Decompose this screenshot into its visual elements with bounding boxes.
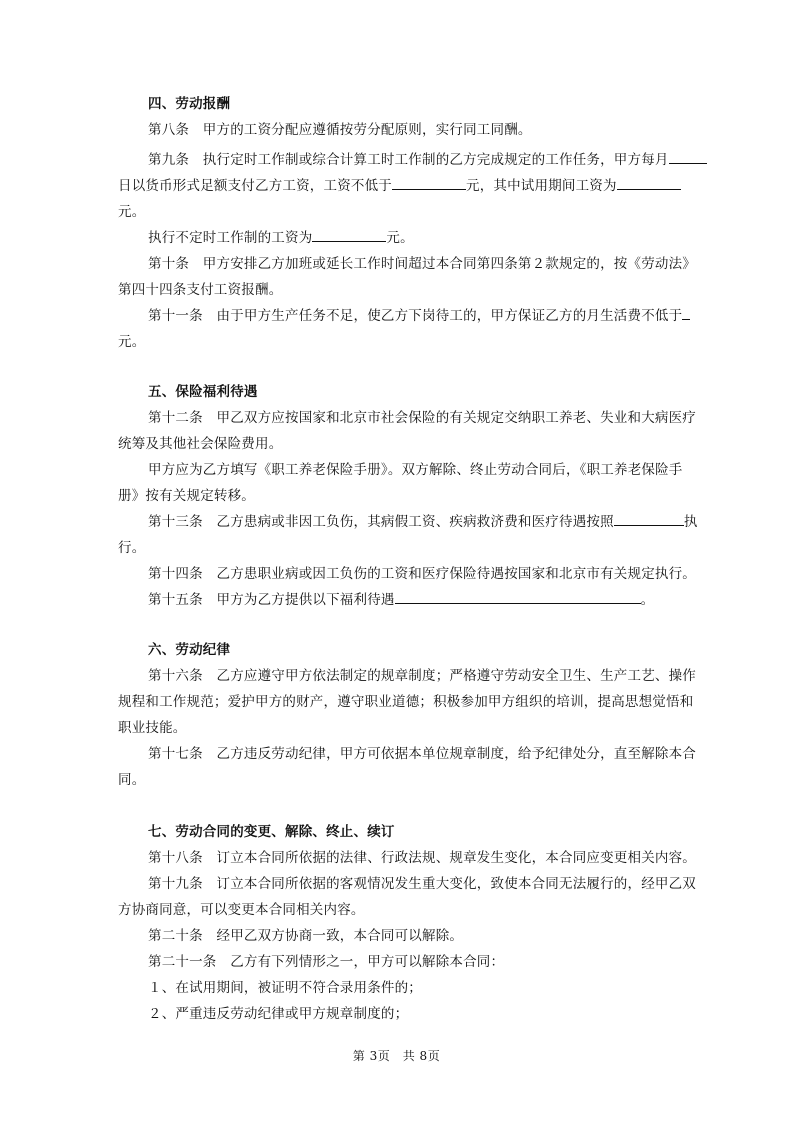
section-heading-remuneration: 四、劳动报酬: [148, 96, 231, 112]
article-15: [148, 590, 678, 610]
article-10-line-1: 第十条 甲方安排乙方加班或延长工作时间超过本合同第四条第２款规定的，按《劳动法》: [148, 256, 696, 272]
article-9-line-3: 元。: [118, 204, 146, 220]
article-9-text-4a: 执行不定时工作制的工资为: [148, 230, 313, 246]
article-19-line-1: 第十九条 订立本合同所依据的客观情况发生重大变化，致使本合同无法履行的，经甲乙双: [148, 876, 696, 892]
article-11-line-1: [148, 306, 683, 326]
article-13-line-1: [148, 512, 698, 532]
article-15-period: 。: [640, 592, 655, 608]
article-13-text-end: 执: [683, 514, 698, 530]
article-21: 第二十一条 乙方有下列情形之一，甲方可以解除本合同：: [148, 954, 505, 970]
article-12-line-2: 统筹及其他社会保险费用。: [118, 436, 283, 452]
article-12-line-1: 第十二条 甲乙双方应按国家和北京市社会保险的有关规定交纳职工养老、失业和大病医疗: [148, 410, 696, 426]
article-12-line-4: 册》按有关规定转移。: [118, 488, 255, 504]
article-12-line-3: 甲方应为乙方填写《职工养老保险手册》。双方解除、终止劳动合同后，《职工养老保险手: [148, 462, 683, 478]
article-9-text-4b: 元。: [386, 230, 414, 246]
article-20: 第二十条 经甲乙双方协商一致，本合同可以解除。: [148, 928, 464, 944]
article-13-line-2: 行。: [118, 540, 146, 556]
article-17-line-2: 同。: [118, 772, 146, 788]
article-16-line-3: 职业技能。: [118, 720, 187, 736]
article-15-text: 第十五条 甲方为乙方提供以下福利待遇: [148, 592, 395, 608]
blank-welfare-benefits: [395, 590, 641, 604]
article-9-text-2a: 日以货币形式足额支付乙方工资，工资不低于: [118, 178, 392, 194]
article-14: 第十四条 乙方患职业病或因工负伤的工资和医疗保险待遇按国家和北京市有关规定执行。: [148, 566, 696, 582]
article-9-text: 第九条 执行定时工作制或综合计算工时工作制的乙方完成规定的工作任务，甲方每月: [148, 152, 669, 168]
article-8: 第八条 甲方的工资分配应遵循按劳分配原则，实行同工同酬。: [148, 122, 532, 138]
section-heading-discipline: 六、劳动纪律: [148, 642, 231, 658]
blank-pay-day: [669, 150, 707, 164]
page-footer: 第 3页 共 8页: [352, 1049, 441, 1063]
article-17-line-1: 第十七条 乙方违反劳动纪律，甲方可依据本单位规章制度，给予纪律处分，直至解除本合: [148, 746, 696, 762]
article-19-line-2: 方协商同意，可以变更本合同相关内容。: [118, 902, 365, 918]
article-16-line-2: 规程和工作规范；爱护甲方的财产，遵守职业道德；积极参加甲方组织的培训，提高思想觉悟和: [118, 694, 694, 710]
list-item-1: １、在试用期间，被证明不符合录用条件的；: [148, 980, 422, 996]
blank-min-wage: [392, 176, 466, 190]
article-10-line-2: 第四十四条支付工资报酬。: [118, 282, 283, 298]
article-9-text-2b: 元，其中试用期间工资为: [466, 178, 617, 194]
article-16-line-1: 第十六条 乙方应遵守甲方依法制定的规章制度；严格遵守劳动安全卫生、生产工艺、操作: [148, 668, 696, 684]
list-item-2: ２、严重违反劳动纪律或甲方规章制度的；: [148, 1006, 409, 1022]
section-heading-contract-changes: 七、劳动合同的变更、解除、终止、续订: [148, 824, 395, 840]
section-heading-insurance: 五、保险福利待遇: [148, 384, 258, 400]
blank-sick-treatment: [614, 512, 684, 526]
article-11-line-2: 元。: [118, 334, 146, 350]
blank-irregular-wage: [312, 228, 386, 242]
article-18: 第十八条 订立本合同所依据的法律、行政法规、规章发生变化，本合同应变更相关内容。: [148, 850, 696, 866]
blank-probation-wage: [617, 176, 681, 190]
article-9-line-2: [118, 176, 648, 196]
blank-living-allowance: [682, 306, 690, 320]
article-9-line-1: [148, 150, 678, 170]
article-13-text: 第十三条 乙方患病或非因工负伤，其病假工资、疾病救济费和医疗待遇按照: [148, 514, 614, 530]
article-9-line-4: [148, 228, 678, 248]
article-11-text: 第十一条 由于甲方生产任务不足，使乙方下岗待工的，甲方保证乙方的月生活费不低于: [148, 308, 683, 324]
